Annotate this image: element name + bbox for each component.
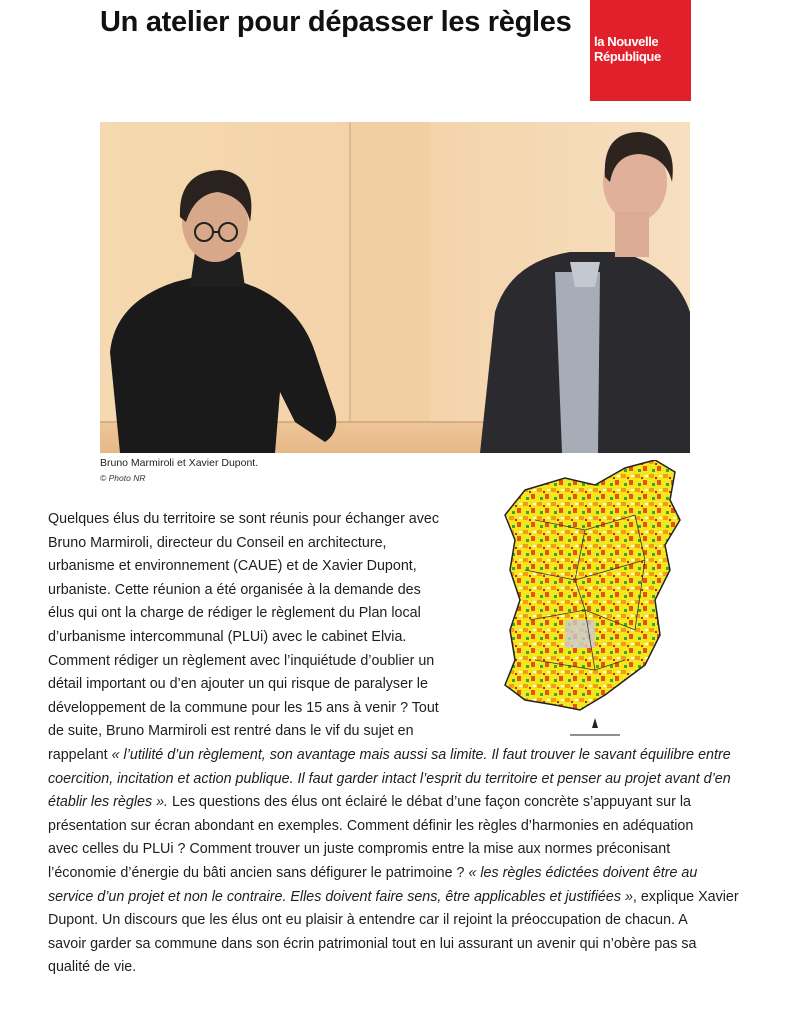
article-line [48, 768, 748, 792]
quote-run: « les règles édictées doivent être au [468, 864, 698, 881]
article-line: détail important ou d’en ajouter un qui risque de paralyser le [48, 676, 428, 693]
article-line: urbaniste. Cette réunion a été organisée à la demande des [48, 581, 421, 598]
article-line: Quelques élus du territoire se sont réunis pour échanger avec [48, 511, 440, 527]
quote-run: établir les règles ». [48, 794, 168, 811]
text-run: Les questions des élus ont éclairé le débat d’une façon concrète s’appuyant sur la [168, 794, 691, 811]
article-photo [100, 122, 690, 453]
photo-caption: Bruno Marmiroli et Xavier Dupont. [100, 457, 259, 469]
article-line: Comment rédiger un règlement avec l’inquiétude d’oublier un [48, 652, 435, 669]
article-line [48, 744, 748, 768]
article-line: qualité de vie. [48, 959, 137, 976]
article-line: Dupont. Un discours que les élus ont eu plaisir à entendre car il rejoint la préoccupation de chacun. A [48, 912, 688, 929]
text-run: rappelant [48, 746, 112, 763]
article-line [48, 886, 748, 910]
article-line: élus qui ont la charge de rédiger le règlement du Plan local [48, 605, 421, 622]
article-line [48, 791, 748, 815]
quote-run: « l’utilité d’un règlement, son avantage mais aussi sa limite. Il faut trouver le savant équilibre entre [111, 746, 731, 763]
quote-run: service d’un projet et non le contraire. Elles doivent faire sens, être applicables et justifiées » [48, 888, 633, 905]
article-line: présentation sur écran abondant en exemples. Comment définir les règles d’harmonies en adéquation [48, 817, 694, 834]
article-line: avec celles du PLUi ? Comment trouver un juste compromis entre la mise aux normes préconisant [48, 841, 671, 858]
article-line: Bruno Marmiroli, directeur du Conseil en architecture, [48, 534, 387, 551]
article-line: savoir garder sa commune dans son écrin patrimonial tout en lui assurant un avenir qui n’obère pas sa [48, 935, 697, 952]
article-body [48, 508, 748, 980]
headline: Un atelier pour dépasser les règles [100, 6, 572, 38]
logo-line-2: République [594, 49, 661, 64]
text-run: , explique Xavier [632, 888, 739, 905]
photo-credit: © Photo NR [100, 473, 146, 483]
article-line [48, 862, 748, 886]
article-line: de suite, Bruno Marmiroli est rentré dans le vif du sujet en [48, 723, 414, 740]
newspaper-logo[interactable] [590, 0, 691, 101]
article-line: urbanisme et environnement (CAUE) et de Xavier Dupont, [48, 558, 417, 575]
article-line: développement de la commune pour les 15 ans à venir ? Tout [48, 699, 439, 716]
logo-line-1: la Nouvelle [594, 34, 659, 49]
text-run: l’économie d’énergie du bâti ancien sans défigurer le patrimoine ? [48, 864, 469, 881]
article-line: d’urbanisme intercommunal (PLUi) avec le cabinet Elvia. [48, 628, 407, 645]
quote-run: coercition, incitation et action publique. Il faut garder intact l’esprit du territoire et penser au projet avant d’en [48, 770, 731, 787]
photo-illustration [100, 122, 690, 453]
